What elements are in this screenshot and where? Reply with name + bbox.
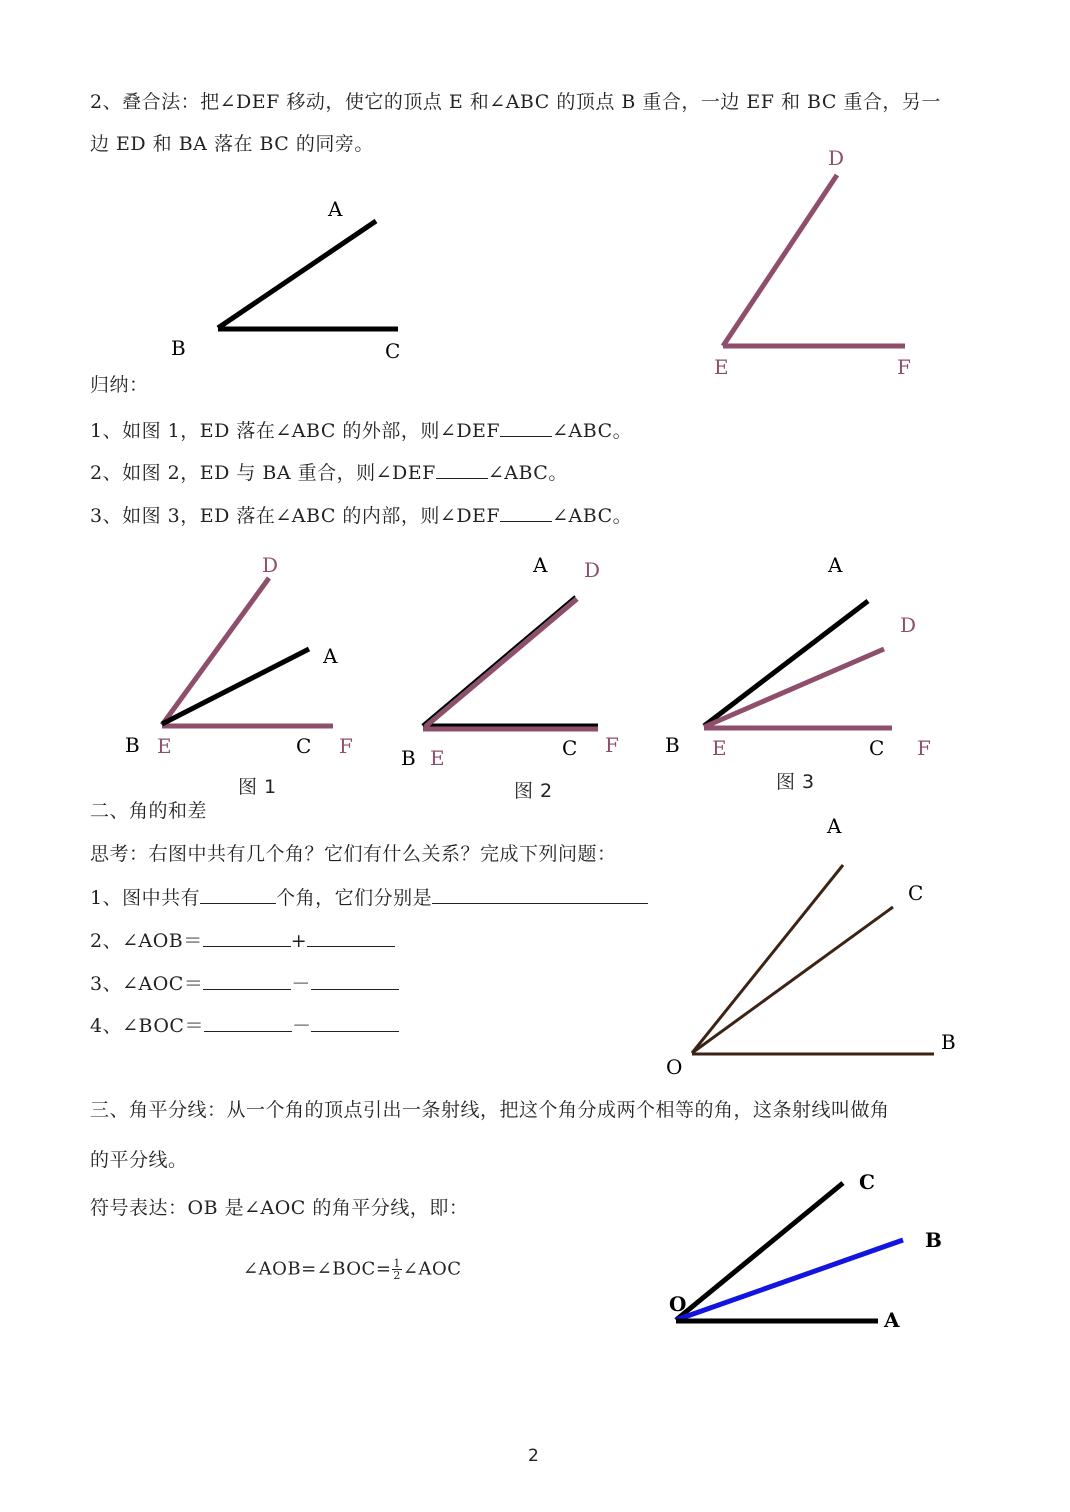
label-b: B [401, 746, 416, 770]
label-d: D [584, 558, 601, 582]
label-f: F [605, 733, 619, 757]
label-a: A [827, 814, 842, 838]
sec2-intro-line1: 2、叠合法：把∠DEF 移动，使它的顶点 E 和∠ABC 的顶点 B 重合，一边 EF 和 BC 重合，另一 [90, 91, 941, 113]
label-c: C [859, 1170, 875, 1194]
ray-ed [425, 599, 577, 727]
part2-heading: 二、角的和差 [90, 800, 208, 822]
label-f: F [917, 736, 931, 760]
label-c: C [296, 734, 312, 758]
ray-ba [218, 221, 376, 328]
label-a: A [328, 197, 343, 221]
summary-item-tail: ∠ABC。 [552, 420, 633, 442]
label-e: E [430, 746, 445, 770]
label-a: A [323, 644, 338, 668]
summary-item-text: 3、如图 3，ED 落在∠ABC 的内部，则∠DEF [90, 505, 501, 527]
label-o: O [666, 1055, 683, 1079]
angle-abc-diagram [171, 197, 400, 363]
label-o: O [669, 1292, 687, 1316]
label-f: F [897, 355, 911, 379]
figure-caption-3: 图 3 [776, 771, 815, 793]
label-c: C [908, 881, 924, 905]
angle-sum-diagram [666, 814, 956, 1079]
label-a: A [884, 1308, 900, 1332]
q2-text: 2、∠AOB＝ [90, 930, 203, 952]
part3-line1: 三、角平分线：从一个角的顶点引出一条射线，把这个角分成两个相等的角，这条射线叫做角 [90, 1099, 890, 1121]
ray-ob [676, 1240, 903, 1320]
label-d: D [900, 613, 917, 637]
label-b: B [171, 336, 186, 360]
angle-bisector-diagram [669, 1170, 942, 1332]
summary-item-tail: ∠ABC。 [552, 505, 633, 527]
ray-oc [676, 1183, 843, 1320]
summary-item-text: 2、如图 2，ED 与 BA 重合，则∠DEF [90, 462, 436, 484]
label-e: E [712, 736, 727, 760]
part3-line2: 的平分线。 [90, 1149, 188, 1171]
ray-ed [704, 649, 884, 727]
fraction-numerator: 1 [393, 1257, 401, 1270]
label-c: C [869, 736, 885, 760]
formula-right: ∠AOC [402, 1258, 462, 1280]
q3-operator: － [291, 973, 311, 995]
summary-heading: 归纳： [90, 374, 149, 396]
label-e: E [714, 355, 729, 379]
label-c: C [562, 736, 578, 760]
label-d: D [828, 146, 845, 170]
ray-ba [422, 596, 575, 725]
sec2-intro-line2: 边 ED 和 BA 落在 BC 的同旁。 [90, 133, 374, 155]
ray-ed [723, 175, 837, 346]
part2-think: 思考：右图中共有几个角？它们有什么关系？完成下列问题： [90, 843, 617, 865]
q2-operator: + [290, 930, 308, 952]
q3-text: 3、∠AOC＝ [90, 973, 204, 995]
ray-ba [162, 649, 309, 724]
q1-text-b: 个角，它们分别是 [276, 887, 433, 909]
figure-2-diagram [401, 553, 619, 770]
label-e: E [157, 734, 172, 758]
label-a: A [828, 553, 843, 577]
label-a: A [533, 553, 548, 577]
label-b: B [925, 1228, 942, 1252]
q4-operator: － [291, 1015, 312, 1037]
figure-3-diagram [665, 553, 931, 760]
label-d: D [262, 553, 279, 577]
ray-ed [162, 578, 269, 725]
summary-item-text: 1、如图 1，ED 落在∠ABC 的外部，则∠DEF [90, 420, 501, 442]
label-b: B [941, 1030, 956, 1054]
fraction-denominator: 2 [393, 1269, 401, 1282]
part3-symbol: 符号表达：OB 是∠AOC 的角平分线，即： [90, 1197, 469, 1219]
label-b: B [125, 733, 140, 757]
figure-caption-2: 图 2 [514, 780, 553, 802]
figure-1-diagram [125, 553, 353, 758]
figure-caption-1: 图 1 [238, 776, 277, 798]
label-b: B [665, 733, 680, 757]
angle-def-diagram [714, 146, 911, 379]
summary-item-tail: ∠ABC。 [487, 462, 568, 484]
formula-left: ∠AOB=∠BOC= [243, 1258, 392, 1280]
ray-ba [704, 601, 868, 726]
page-number: 2 [528, 1446, 540, 1466]
q4-text: 4、∠BOC＝ [90, 1015, 204, 1037]
label-f: F [339, 734, 353, 758]
label-c: C [385, 339, 401, 363]
q1-text-a: 1、图中共有 [90, 887, 201, 909]
